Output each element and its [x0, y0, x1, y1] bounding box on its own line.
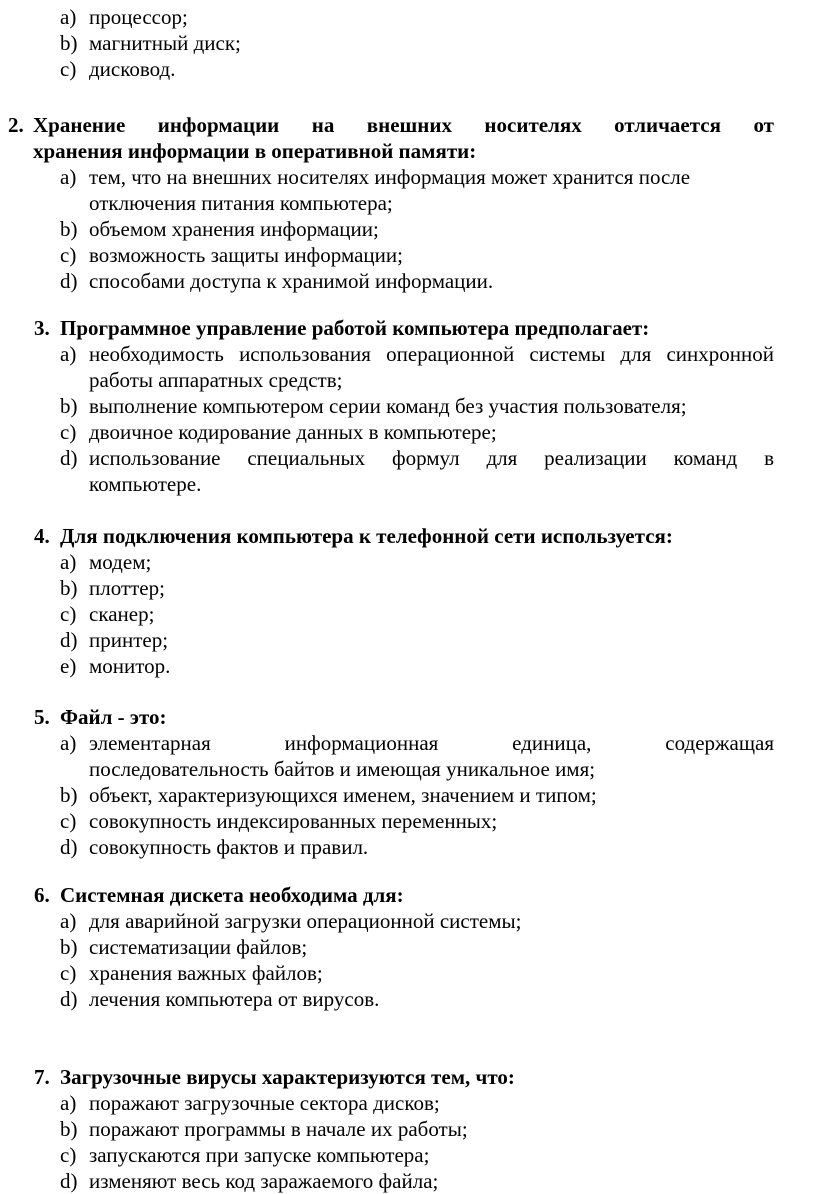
- option-a: a) процессор;: [60, 5, 188, 29]
- option-d: d) принтер;: [60, 628, 169, 652]
- option-b: b) выполнение компьютером серии команд без участия пользователя;: [60, 394, 687, 418]
- option-b: b) плоттер;: [60, 576, 165, 600]
- question-7-title: 7. Загрузочные вирусы характеризуются тем, что:: [34, 1065, 515, 1089]
- question-2-title: 2. Хранение информации на внешних носителях отличается от хранения информации в оперативной памяти:: [8, 113, 774, 163]
- option-c: c) дисковод.: [60, 57, 176, 81]
- option-c: c) хранения важных файлов;: [60, 961, 323, 985]
- option-a: a) необходимость использования операционной системы для синхронной работы аппаратных средств;: [60, 342, 774, 392]
- option-c: c) возможность защиты информации;: [60, 243, 403, 267]
- option-d: d) лечения компьютера от вирусов.: [60, 987, 380, 1011]
- option-a: a) для аварийной загрузки операционной системы;: [60, 909, 522, 933]
- question-5: [0, 704, 816, 860]
- option-b: b) объект, характеризующихся именем, значением и типом;: [60, 783, 597, 807]
- question-6: [0, 882, 816, 1012]
- option-d: d) совокупность фактов и правил.: [60, 835, 369, 859]
- option-e: e) монитор.: [60, 654, 171, 678]
- option-d: d) использование специальных формул для реализации команд в компьютере.: [60, 446, 774, 496]
- question-1-tail: [0, 4, 816, 82]
- question-4-title: 4. Для подключения компьютера к телефонной сети используется:: [34, 524, 673, 548]
- question-6-title: 6. Системная дискета необходима для:: [34, 883, 404, 907]
- option-b: b) поражают программы в начале их работы;: [60, 1117, 468, 1141]
- question-3-title: 3. Программное управление работой компьютера предполагает:: [34, 316, 650, 340]
- question-3: [0, 315, 816, 497]
- option-a: a) элементарная информационная единица, содержащая последовательность байтов и имеющая уникальное имя;: [60, 731, 774, 781]
- option-c: c) сканер;: [60, 602, 155, 626]
- option-d: d) изменяют весь код заражаемого файла;: [60, 1169, 439, 1193]
- question-4: [0, 523, 816, 679]
- option-b: b) систематизации файлов;: [60, 935, 308, 959]
- option-c: c) запускаются при запуске компьютера;: [60, 1143, 430, 1167]
- question-7: [0, 1064, 816, 1194]
- question-5-title: 5. Файл - это:: [34, 705, 167, 729]
- option-b: b) магнитный диск;: [60, 31, 241, 55]
- option-c: c) двоичное кодирование данных в компьютере;: [60, 420, 497, 444]
- option-b: b) объемом хранения информации;: [60, 217, 379, 241]
- option-c: c) совокупность индексированных переменных;: [60, 809, 498, 833]
- question-2: [0, 112, 816, 294]
- option-a: a) тем, что на внешних носителях информация может хранится после отключения питания компьютера;: [60, 165, 691, 215]
- option-a: a) модем;: [60, 550, 152, 574]
- option-a: a) поражают загрузочные сектора дисков;: [60, 1091, 440, 1115]
- option-d: d) способами доступа к хранимой информации.: [60, 269, 494, 293]
